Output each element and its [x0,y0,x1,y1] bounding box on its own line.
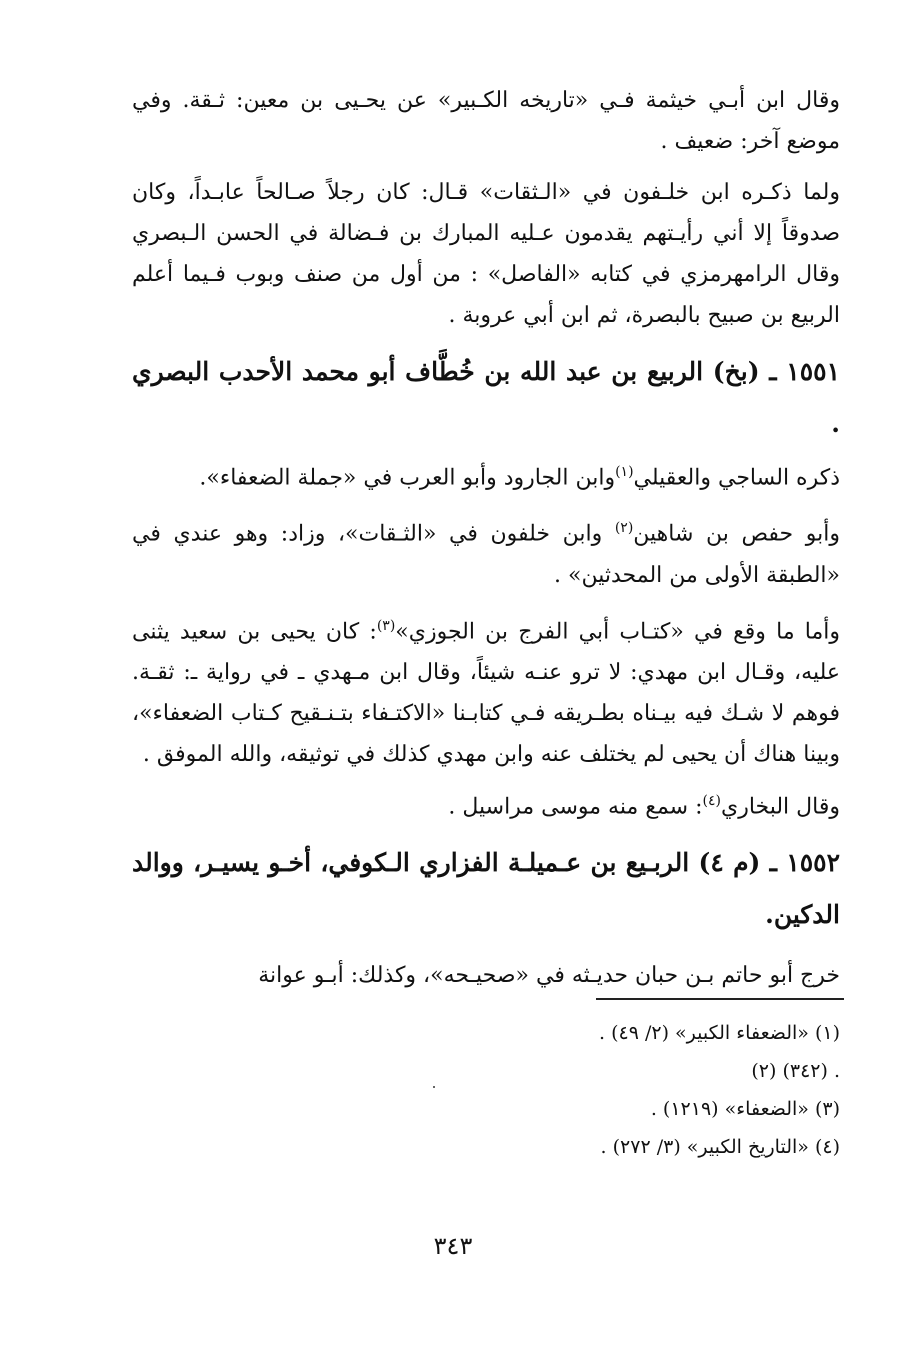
entry-heading-1551: ١٥٥١ ـ (بخ) الربيع بن عبد الله بن خُطَّاف أبو محمد الأحدب البصري . [132,357,840,438]
entry-text: وأبو حفص بن شاهين [633,521,840,547]
footnote-2: . (٣٤٢) (٢) [751,1060,840,1082]
entry-1551-paragraph-4 [132,781,840,827]
footnote-ref-4: (٤) [702,792,721,809]
footnote-3: (٣) «الضعفاء» (١٢١٩) . [650,1098,840,1120]
entry-text: : سمع منه موسى مراسيل . [448,794,703,820]
paragraph-ibn-abi-khaythama: وقال ابن أبـي خيثمة فـي «تاريخه الكـبير» عن يحـيى بن معين: ثـقة. وفي موضع آخر: ضعيف . [132,88,840,154]
entry-1551-paragraph-3 [132,606,840,775]
footnote-divider [596,998,844,1000]
paragraph-ibn-khalfun: ولما ذكـره ابن خلـفون في «الـثقات» قـال: كان رجلاً صـالحاً عابـداً، وكان صدوقاً إلا أني رأيـتهم يقدمون عـليه المبارك بن فـضالة في الحسن الـبصري وقال الرامهرمزي في كتابه «الفاصل» : من أول من صنف وبوب فـيما أعلم الربيع بن صبيح بالبصرة، ثم ابن أبي عروبة . [132,180,841,328]
entry-1551-paragraph-1 [132,452,840,498]
footnote-1: (١) «الضعفاء الكبير» (٢/ ٤٩) . [599,1022,840,1044]
entry-text: وقال البخاري [720,794,840,820]
footnote-ref-1: (١) [615,464,634,480]
entry-heading-1552: ١٥٥٢ ـ (م ٤) الربـيع بن عـميلـة الفزاري الـكوفي، أخـو يسيـر، ووالد الدكين. [132,848,840,930]
footnotes [300,1014,840,1166]
footnote-ref-3: (٣) [376,617,396,634]
entry-1551-paragraph-2 [132,508,840,595]
entry-text: وابن الجارود وأبو العرب في «جملة الضعفاء». [199,465,616,491]
print-speck [433,1086,435,1088]
page-number: ٣٤٣ [433,1232,473,1260]
entry-text: ذكره الساجي والعقيلي [633,465,840,491]
footnote-ref-2: (٢) [614,520,634,537]
entry-text: وأما ما وقع في «كتـاب أبي الفرج بن الجوزي» [395,618,841,644]
main-text [132,80,840,996]
entry-1552-paragraph-1: خرج أبو حاتم بـن حبان حديـثه في «صحيـحه»، وكذلك: أبـو عوانة [258,963,840,989]
footnote-4: (٤) «التاريخ الكبير» (٣/ ٢٧٢) . [600,1136,840,1158]
entry-text: : كان يحيى بن سعيد يثنى عليه، وقـال ابن مهدي: لا ترو عنـه شيئاً، وقال ابن مـهدي ـ في رواية ـ: ثقـة. فوهم لا شـك فيه بيـناه بطـريقه فـي كتابـنا «الاكتـفاء بتـنـقيح كـتاب الضعفاء»، وبينا هناك أن يحيى لم يختلف عنه وابن مهدي كذلك في توثيقه، والله الموفق . [132,618,840,767]
entry-text: وابن خلفون في «الثـقات»، وزاد: وهو عندي في «الطبقة الأولى من المحدثين» . [132,521,840,588]
